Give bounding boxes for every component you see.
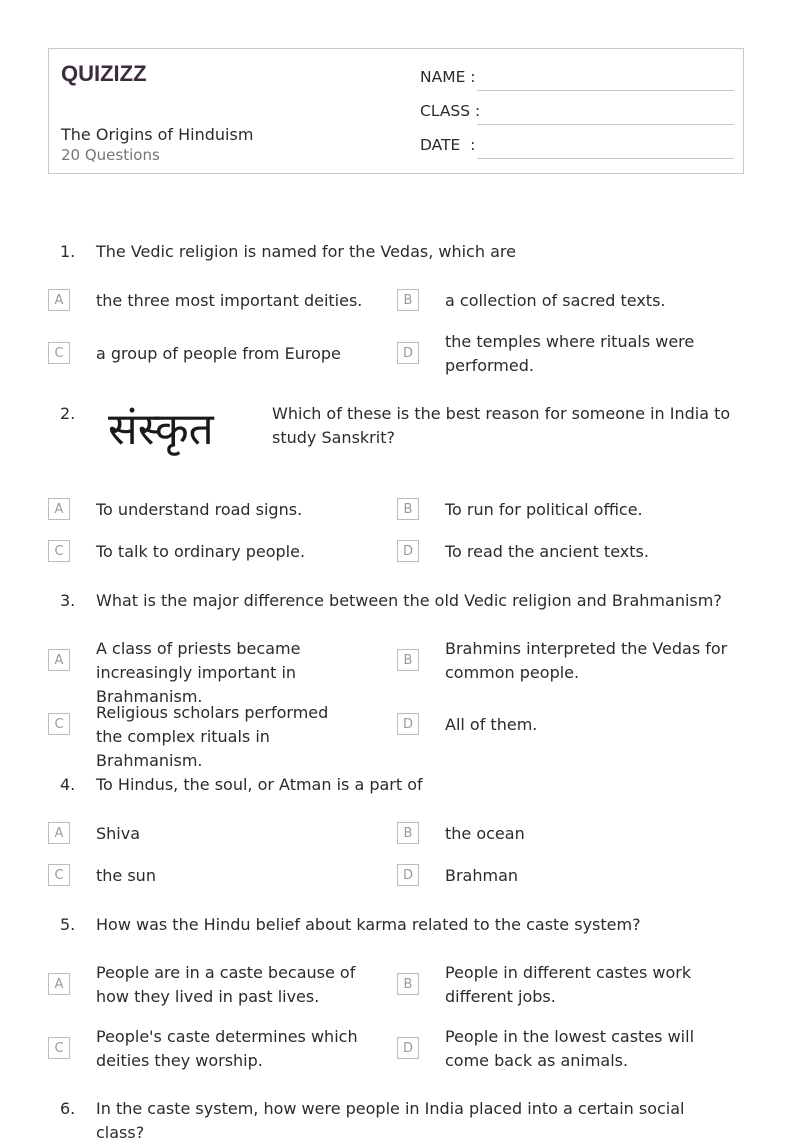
brand-text: QUIZIZZ <box>61 61 147 86</box>
option-box[interactable]: D <box>397 864 419 886</box>
option-text: To run for political office. <box>445 500 643 519</box>
question-text: How was the Hindu belief about karma related to the caste system? <box>96 915 641 934</box>
date-line[interactable] <box>477 158 734 159</box>
option-box[interactable]: D <box>397 1037 419 1059</box>
option-text: the three most important deities. <box>96 291 363 310</box>
worksheet-header <box>48 48 744 174</box>
option-box[interactable]: B <box>397 649 419 671</box>
option-box[interactable]: B <box>397 289 419 311</box>
question-text: The Vedic religion is named for the Vedas, which are <box>96 242 516 261</box>
option-text: To understand road signs. <box>96 500 303 519</box>
option-box[interactable]: C <box>48 1037 70 1059</box>
question-text: To Hindus, the soul, or Atman is a part of <box>96 775 423 794</box>
name-line[interactable] <box>477 90 734 91</box>
date-label: DATE : <box>420 136 476 154</box>
option-text: All of them. <box>445 715 538 734</box>
option-text: Shiva <box>96 824 141 843</box>
option-text: the ocean <box>445 824 525 843</box>
question-number: 1. <box>60 242 76 261</box>
question-number: 3. <box>60 591 76 610</box>
option-box[interactable]: C <box>48 713 70 735</box>
option-text: a group of people from Europe <box>96 344 341 363</box>
option-box[interactable]: C <box>48 540 70 562</box>
date-field[interactable] <box>420 136 734 160</box>
quizizz-logo <box>61 59 153 87</box>
option-text: Brahman <box>445 866 519 885</box>
option-text: People's caste determines which deities they worship. <box>96 1027 358 1070</box>
name-field[interactable] <box>420 68 734 92</box>
question-number: 2. <box>60 404 76 423</box>
option-text: Brahmins interpreted the Vedas for common people. <box>445 639 728 682</box>
option-box[interactable]: A <box>48 973 70 995</box>
option-text: People are in a caste because of how they lived in past lives. <box>96 963 356 1006</box>
option-box[interactable]: B <box>397 822 419 844</box>
option-text: People in the lowest castes will come back as animals. <box>445 1027 695 1070</box>
option-text: People in different castes work different jobs. <box>445 963 692 1006</box>
question-number: 5. <box>60 915 76 934</box>
option-box[interactable]: D <box>397 540 419 562</box>
worksheet-title: The Origins of Hinduism <box>61 125 254 144</box>
option-box[interactable]: A <box>48 649 70 671</box>
class-label: CLASS : <box>420 102 481 120</box>
option-box[interactable]: A <box>48 289 70 311</box>
option-text: A class of priests became increasingly important in Brahmanism. <box>96 639 301 706</box>
option-text: Religious scholars performed the complex rituals in Brahmanism. <box>96 703 329 770</box>
option-box[interactable]: A <box>48 498 70 520</box>
option-box[interactable]: D <box>397 713 419 735</box>
option-text: the sun <box>96 866 156 885</box>
question-count: 20 Questions <box>61 146 160 164</box>
question-number: 4. <box>60 775 76 794</box>
class-field[interactable] <box>420 102 734 126</box>
option-box[interactable]: C <box>48 342 70 364</box>
option-box[interactable]: D <box>397 342 419 364</box>
sanskrit-image: संस्कृत <box>108 404 214 455</box>
option-box[interactable]: B <box>397 498 419 520</box>
name-label: NAME : <box>420 68 476 86</box>
option-text: the temples where rituals were performed. <box>445 332 695 375</box>
option-box[interactable]: C <box>48 864 70 886</box>
question-text: Which of these is the best reason for someone in India to study Sanskrit? <box>272 404 731 447</box>
option-text: To talk to ordinary people. <box>96 542 306 561</box>
question-number: 6. <box>60 1099 76 1118</box>
option-box[interactable]: B <box>397 973 419 995</box>
class-line[interactable] <box>477 124 734 125</box>
option-text: To read the ancient texts. <box>445 542 649 561</box>
question-text: What is the major difference between the old Vedic religion and Brahmanism? <box>96 591 722 610</box>
option-box[interactable]: A <box>48 822 70 844</box>
question-text: In the caste system, how were people in India placed into a certain social class? <box>96 1099 685 1142</box>
option-text: a collection of sacred texts. <box>445 291 666 310</box>
